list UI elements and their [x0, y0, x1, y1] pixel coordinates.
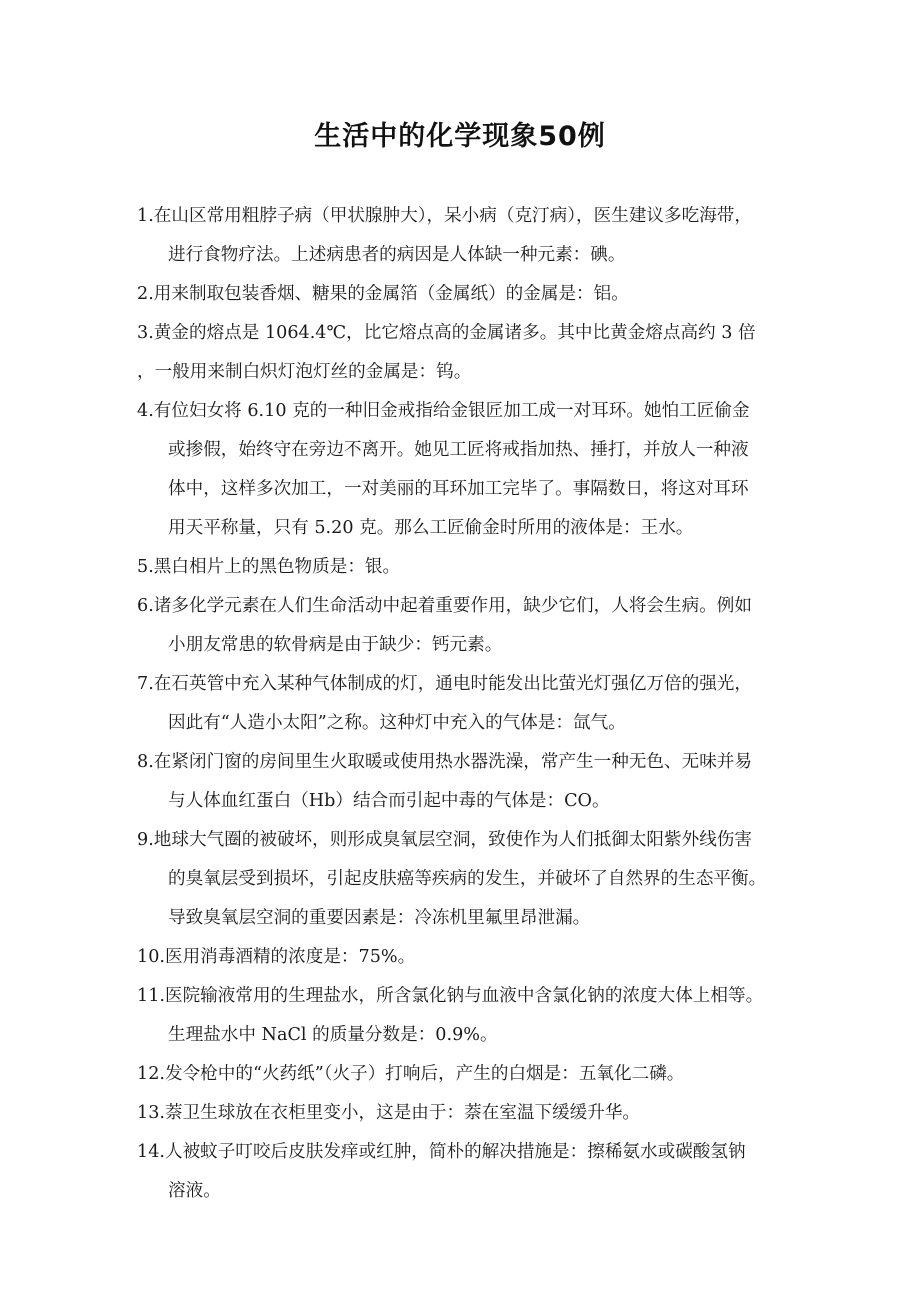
- list-item-8: [137, 743, 789, 821]
- item-line: 导致臭氧层空洞的重要因素是：冷冻机里氟里昂泄漏。: [168, 908, 591, 928]
- list-item-13: [137, 1094, 789, 1133]
- document-body: [137, 197, 789, 1211]
- item-line: 用天平称量，只有 5.20 克。那么工匠偷金时所用的液体是：王水。: [168, 518, 694, 538]
- item-line: 溶液。: [168, 1181, 221, 1201]
- item-line: 进行食物疗法。上述病患者的病因是人体缺一种元素：碘。: [168, 245, 626, 265]
- item-line: 9.地球大气圈的被破坏，则形成臭氧层空洞，致使作为人们抵御太阳紫外线伤害: [137, 830, 752, 850]
- list-item-2: [137, 275, 789, 314]
- list-item-6: [137, 587, 789, 665]
- item-line: 小朋友常患的软骨病是由于缺少：钙元素。: [168, 635, 503, 655]
- item-line: 4.有位妇女将 6.10 克的一种旧金戒指给金银匠加工成一对耳环。她怕工匠偷金: [137, 401, 750, 421]
- item-line: 6.诸多化学元素在人们生命活动中起着重要作用，缺少它们，人将会生病。例如: [137, 596, 752, 616]
- list-item-14: [137, 1133, 789, 1211]
- item-line: 3.黄金的熔点是 1064.4℃，比它熔点高的金属诸多。其中比黄金熔点高约 3 倍: [137, 323, 756, 343]
- list-item-1: [137, 197, 789, 275]
- item-line: 12.发令枪中的“火药纸”（火子）打响后，产生的白烟是：五氧化二磷。: [137, 1064, 685, 1084]
- list-item-5: [137, 548, 789, 587]
- item-line: 7.在石英管中充入某种气体制成的灯，通电时能发出比萤光灯强亿万倍的强光，: [137, 674, 752, 694]
- item-line: 或掺假，始终守在旁边不离开。她见工匠将戒指加热、捶打，并放人一种液: [168, 440, 749, 460]
- item-line: ，一般用来制白炽灯泡灯丝的金属是：钨。: [137, 362, 472, 382]
- item-line: 与人体血红蛋白（Hb）结合而引起中毒的气体是：CO。: [168, 791, 610, 811]
- item-line: 2.用来制取包装香烟、糖果的金属箔（金属纸）的金属是：铝。: [137, 284, 629, 304]
- item-line: 因此有“人造小太阳”之称。这种灯中充入的气体是：氙气。: [168, 713, 626, 733]
- page-title: 生活中的化学现象50例: [314, 121, 606, 152]
- item-line: 体中，这样多次加工，一对美丽的耳环加工完毕了。事隔数日，将这对耳环: [168, 479, 749, 499]
- list-item-4: [137, 392, 789, 548]
- item-line: 14.人被蚊子叮咬后皮肤发痒或红肿，简朴的解决措施是：擦稀氨水或碳酸氢钠: [137, 1142, 746, 1162]
- list-item-3: [137, 314, 789, 392]
- item-line: 1.在山区常用粗脖子病（甲状腺肿大），呆小病（克汀病），医生建议多吃海带，: [137, 206, 752, 226]
- list-item-7: [137, 665, 789, 743]
- item-line: 5.黑白相片上的黑色物质是：银。: [137, 557, 401, 577]
- item-line: 13.萘卫生球放在衣柜里变小，这是由于：萘在室温下缓缓升华。: [137, 1103, 641, 1123]
- item-line: 生理盐水中 NaCl 的质量分数是：0.9%。: [168, 1025, 498, 1045]
- list-item-12: [137, 1055, 789, 1094]
- list-item-11: [137, 977, 789, 1055]
- item-line: 的臭氧层受到损坏，引起皮肤癌等疾病的发生，并破坏了自然界的生态平衡。: [168, 869, 767, 889]
- item-line: 11.医院输液常用的生理盐水，所含氯化钠与血液中含氯化钠的浓度大体上相等。: [137, 986, 764, 1006]
- list-item-10: [137, 938, 789, 977]
- item-line: 8.在紧闭门窗的房间里生火取暖或使用热水器洗澡，常产生一种无色、无味并易: [137, 752, 752, 772]
- list-item-9: [137, 821, 789, 938]
- item-line: 10.医用消毒酒精的浓度是：75%。: [137, 947, 416, 967]
